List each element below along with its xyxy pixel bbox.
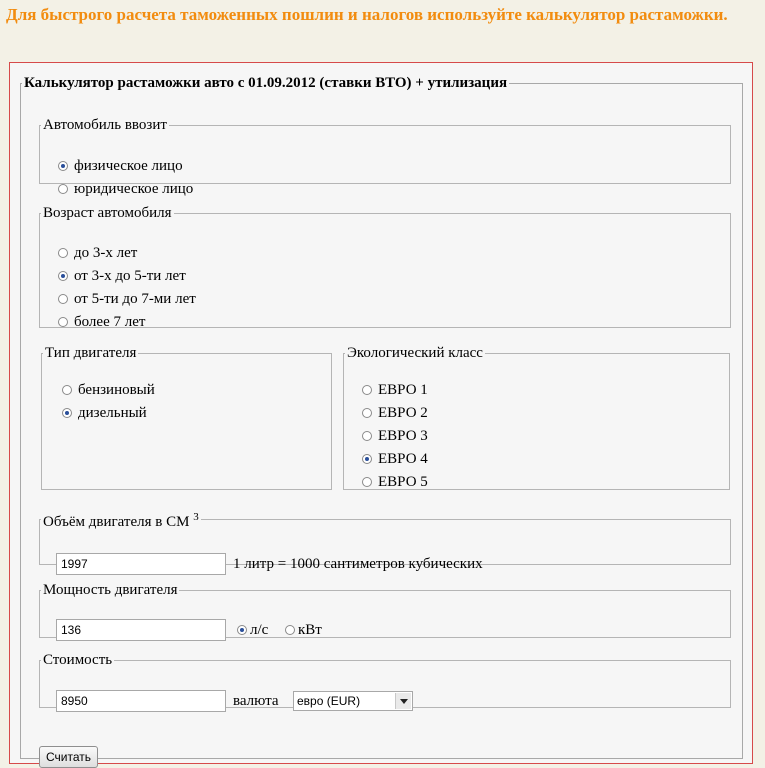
volume-input[interactable]: 1997 — [56, 553, 226, 575]
age-group — [39, 205, 731, 328]
label-petrol: бензиновый — [78, 382, 155, 398]
currency-label: валюта — [233, 693, 279, 709]
radio-diesel[interactable] — [62, 408, 72, 418]
radio-age-2[interactable] — [58, 294, 68, 304]
volume-hint: 1 литр = 1000 сантиметров кубических — [233, 556, 483, 572]
volume-legend-text: Объём двигателя в СМ — [43, 514, 190, 530]
power-legend: Мощность двигателя — [43, 582, 178, 598]
radio-euro-4[interactable] — [362, 454, 372, 464]
chevron-down-icon[interactable] — [395, 693, 411, 709]
age-option[interactable] — [58, 244, 137, 262]
label-euro-5: ЕВРО 5 — [378, 474, 428, 490]
eco-option[interactable] — [362, 381, 428, 399]
label-euro-3: ЕВРО 3 — [378, 428, 428, 444]
calculator-panel — [9, 62, 753, 764]
volume-group — [39, 509, 731, 572]
eco-option[interactable] — [362, 450, 428, 468]
cost-input[interactable]: 8950 — [56, 690, 226, 712]
cost-group — [39, 652, 731, 708]
eco-class-group — [343, 345, 730, 490]
importer-option-individual[interactable] — [58, 157, 183, 175]
power-input[interactable]: 136 — [56, 619, 226, 641]
radio-individual[interactable] — [58, 161, 68, 171]
power-group — [39, 582, 731, 638]
radio-petrol[interactable] — [62, 385, 72, 395]
label-age-0: до 3-х лет — [74, 245, 138, 261]
volume-legend — [41, 509, 201, 530]
calculator-form — [20, 75, 743, 764]
power-unit-hp[interactable] — [237, 621, 268, 639]
radio-age-3[interactable] — [58, 317, 68, 327]
label-diesel: дизельный — [78, 405, 147, 421]
calculator-title: Калькулятор растаможки авто с 01.09.2012 (ставки ВТО) + утилизация — [24, 75, 508, 91]
radio-euro-1[interactable] — [362, 385, 372, 395]
eco-class-legend: Экологический класс — [347, 345, 483, 361]
label-kw: кВт — [298, 622, 322, 638]
radio-age-0[interactable] — [58, 248, 68, 258]
engine-option-petrol[interactable] — [62, 381, 155, 399]
volume-legend-sup: 3 — [193, 511, 199, 523]
label-euro-1: ЕВРО 1 — [378, 382, 428, 398]
importer-option-legal[interactable] — [58, 180, 193, 198]
age-option[interactable] — [58, 267, 186, 285]
importer-legend: Автомобиль ввозит — [43, 117, 167, 133]
label-age-2: от 5-ти до 7-ми лет — [74, 291, 196, 307]
engine-type-legend: Тип двигателя — [45, 345, 137, 361]
engine-type-group — [41, 345, 332, 490]
age-option[interactable] — [58, 313, 145, 331]
eco-option[interactable] — [362, 404, 428, 422]
radio-hp[interactable] — [237, 625, 247, 635]
label-legal: юридическое лицо — [74, 181, 194, 197]
radio-euro-2[interactable] — [362, 408, 372, 418]
currency-select[interactable] — [293, 691, 413, 711]
label-euro-4: ЕВРО 4 — [378, 451, 428, 467]
label-age-1: от 3-х до 5-ти лет — [74, 268, 186, 284]
eco-option[interactable] — [362, 473, 428, 491]
radio-legal[interactable] — [58, 184, 68, 194]
calculate-button[interactable]: Считать — [39, 746, 98, 768]
power-unit-kw[interactable] — [285, 621, 322, 639]
age-option[interactable] — [58, 290, 196, 308]
intro-text: Для быстрого расчета таможенных пошлин и налогов используйте калькулятор растаможки. — [6, 5, 728, 24]
radio-kw[interactable] — [285, 625, 295, 635]
radio-euro-3[interactable] — [362, 431, 372, 441]
eco-option[interactable] — [362, 427, 428, 445]
label-age-3: более 7 лет — [74, 314, 146, 330]
cost-legend: Стоимость — [43, 652, 113, 668]
radio-euro-5[interactable] — [362, 477, 372, 487]
currency-selected-value: евро (EUR) — [297, 694, 361, 708]
age-legend: Возраст автомобиля — [43, 205, 172, 221]
label-hp: л/с — [250, 622, 269, 638]
label-euro-2: ЕВРО 2 — [378, 405, 428, 421]
importer-group — [39, 117, 731, 197]
engine-option-diesel[interactable] — [62, 404, 147, 422]
label-individual: физическое лицо — [74, 158, 183, 174]
radio-age-1[interactable] — [58, 271, 68, 281]
